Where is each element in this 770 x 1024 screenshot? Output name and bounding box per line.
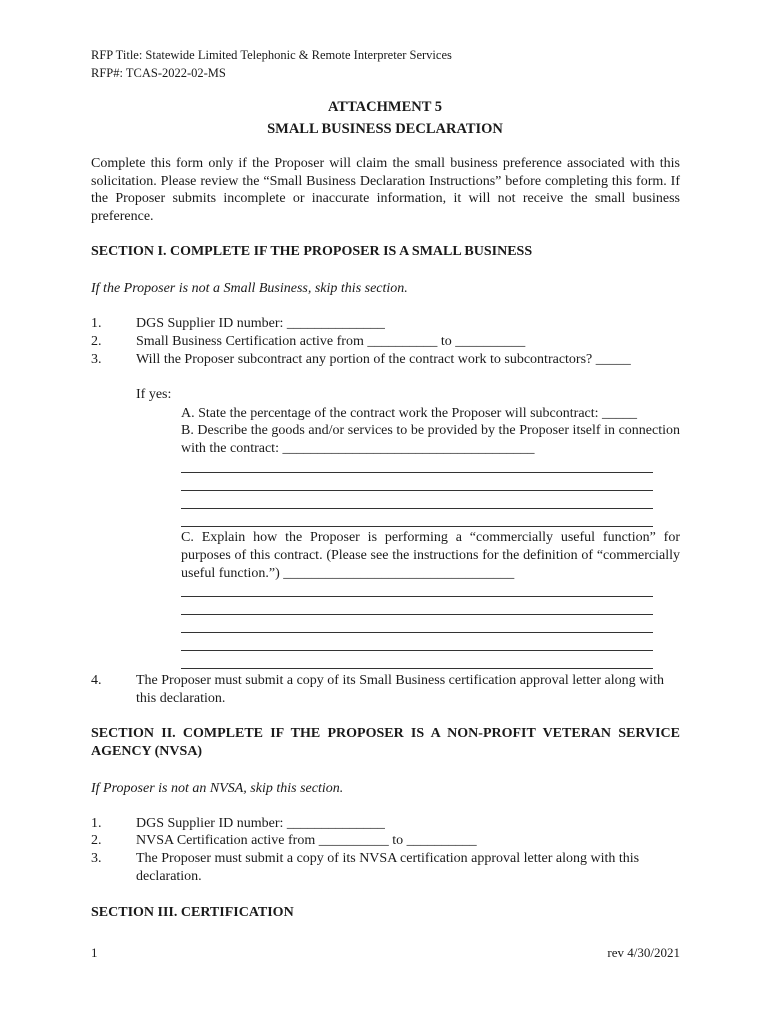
s1-item-1-number: 1. [91, 316, 102, 331]
s2-item-2-number: 2. [91, 833, 102, 848]
section-3-heading: SECTION III. CERTIFICATION [91, 905, 294, 920]
s1-item-3-number: 3. [91, 352, 102, 367]
s2-supplier-id-field[interactable]: DGS Supplier ID number: ______________ [136, 816, 385, 831]
rfp-title: RFP Title: Statewide Limited Telephonic & Remote Interpreter Services [91, 48, 452, 62]
sub-b-answer-line-3[interactable] [181, 508, 653, 509]
if-yes-label: If yes: [136, 387, 172, 402]
page-number: 1 [91, 945, 98, 960]
s2-item-3-number: 3. [91, 851, 102, 866]
section-2-heading: SECTION II. COMPLETE IF THE PROPOSER IS A NON-PROFIT VETERAN SERVICE AGENCY (NVSA) [91, 726, 680, 759]
attachment-title: ATTACHMENT 5 [328, 99, 442, 115]
sub-b-answer-line-1[interactable] [181, 472, 653, 473]
section-1-heading: SECTION I. COMPLETE IF THE PROPOSER IS A SMALL BUSINESS [91, 244, 533, 259]
section-1-skip-note: If the Proposer is not a Small Business, skip this section. [91, 281, 408, 296]
revision-date: rev 4/30/2021 [607, 945, 680, 960]
s2-submit-letter-note: The Proposer must submit a copy of its NVSA certification approval letter along with this declaration. [136, 851, 640, 884]
sub-c-answer-line-4[interactable] [181, 650, 653, 651]
form-title: SMALL BUSINESS DECLARATION [267, 121, 503, 137]
sub-b-answer-line-2[interactable] [181, 490, 653, 491]
sub-c-answer-line-3[interactable] [181, 632, 653, 633]
sub-c-commercially-useful[interactable]: C. Explain how the Proposer is performing a “commercially useful function” for purposes of this contract. (Please see the instructions for the definition of “commercially useful function.”) _________________________________ [181, 530, 680, 581]
sub-c-answer-line-2[interactable] [181, 614, 653, 615]
sub-c-answer-line-1[interactable] [181, 596, 653, 597]
rfp-number: RFP#: TCAS-2022-02-MS [91, 66, 226, 80]
s1-supplier-id-field[interactable]: DGS Supplier ID number: ______________ [136, 316, 385, 331]
sub-b-goods-services[interactable]: B. Describe the goods and/or services to be provided by the Proposer itself in connection with the contract: ____________________________________ [181, 423, 680, 456]
sub-c-answer-line-5[interactable] [181, 668, 653, 669]
s1-item-4-number: 4. [91, 673, 102, 688]
s1-certification-dates-field[interactable]: Small Business Certification active from __________ to __________ [136, 334, 526, 349]
sub-b-answer-line-4[interactable] [181, 526, 653, 527]
s2-nvsa-dates-field[interactable]: NVSA Certification active from __________ to __________ [136, 833, 477, 848]
section-2-skip-note: If Proposer is not an NVSA, skip this section. [91, 781, 344, 796]
intro-paragraph: Complete this form only if the Proposer will claim the small business preference associated with this solicitation. Please review the “Small Business Declaration Instructions” before completing this form. If the Proposer submits incomplete or inaccurate information, it will not receive the small business preference. [91, 156, 680, 224]
s2-item-1-number: 1. [91, 816, 102, 831]
s1-submit-letter-note: The Proposer must submit a copy of its Small Business certification approval letter along with this declaration. [136, 673, 665, 706]
s1-subcontract-question[interactable]: Will the Proposer subcontract any portion of the contract work to subcontractors? _____ [136, 352, 631, 367]
sub-a-percentage-field[interactable]: A. State the percentage of the contract work the Proposer will subcontract: _____ [181, 406, 638, 421]
s1-item-2-number: 2. [91, 334, 102, 349]
